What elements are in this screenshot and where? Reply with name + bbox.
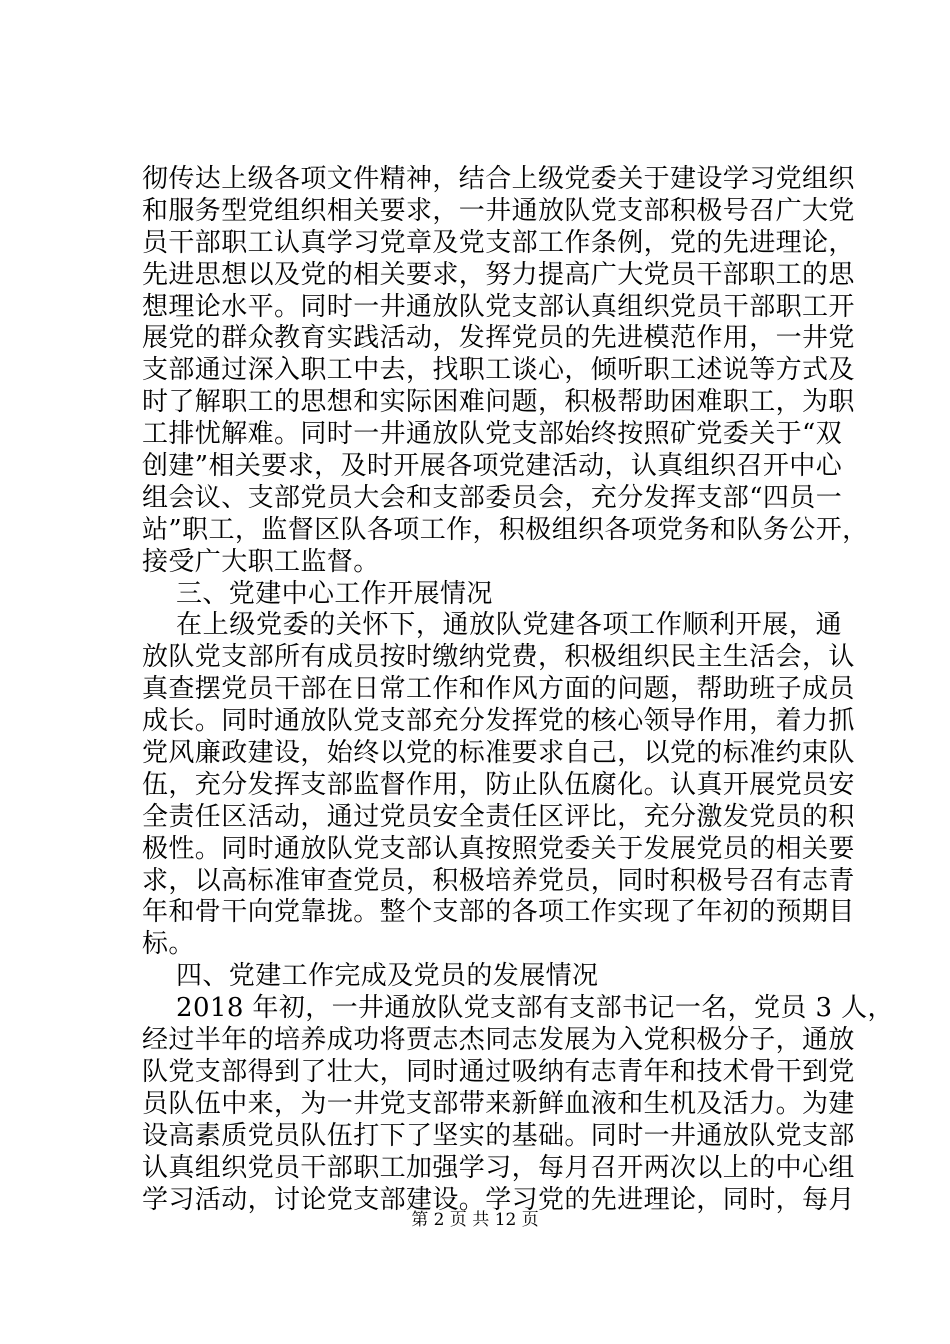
text-line: 站”职工，监督区队各项工作，积极组织各项党务和队务公开， bbox=[142, 514, 869, 545]
text-line: 党风廉政建设，始终以党的标准要求自己，以党的标准约束队 bbox=[142, 738, 855, 769]
section-heading: 四、党建工作完成及党员的发展情况 bbox=[176, 961, 599, 992]
text-line: 极性。同时通放队党支部认真按照党委关于发展党员的相关要 bbox=[142, 833, 855, 864]
text-line: 年和骨干向党靠拢。整个支部的各项工作实现了年初的预期目 bbox=[142, 897, 855, 928]
page-number: 第 2 页 共 12 页 bbox=[411, 1210, 539, 1230]
text-line: 接受广大职工监督。 bbox=[142, 546, 380, 577]
text-line: 全责任区活动，通过党员安全责任区评比，充分激发党员的积 bbox=[142, 801, 855, 832]
text-line: 设高素质党员队伍打下了坚实的基础。同时一井通放队党支部 bbox=[142, 1120, 855, 1151]
text-line: 想理论水平。同时一井通放队党支部认真组织党员干部职工开 bbox=[142, 291, 855, 322]
text-line: 学习活动，讨论党支部建设。学习党的先进理论，同时，每月 bbox=[142, 1184, 855, 1215]
text-line: 在上级党委的关怀下，通放队党建各项工作顺利开展，通 bbox=[176, 610, 842, 641]
text-line: 标。 bbox=[142, 929, 195, 960]
page-footer bbox=[0, 1210, 950, 1230]
text-line: 放队党支部所有成员按时缴纳党费，积极组织民主生活会，认 bbox=[142, 642, 855, 673]
text-line: 先进思想以及党的相关要求，努力提高广大党员干部职工的思 bbox=[142, 259, 855, 290]
text-line: 展党的群众教育实践活动，发挥党员的先进模范作用，一井党 bbox=[142, 323, 855, 354]
text-line: 员队伍中来，为一井党支部带来新鲜血液和生机及活力。为建 bbox=[142, 1088, 855, 1119]
text-line: 成长。同时通放队党支部充分发挥党的核心领导作用，着力抓 bbox=[142, 706, 855, 737]
text-line: 员干部职工认真学习党章及党支部工作条例，党的先进理论， bbox=[142, 227, 855, 258]
text-line: 2018 年初，一井通放队党支部有支部书记一名，党员 3 人， bbox=[176, 993, 894, 1024]
text-line: 求，以高标准审查党员，积极培养党员，同时积极号召有志青 bbox=[142, 865, 855, 896]
text-line: 支部通过深入职工中去，找职工谈心，倾听职工述说等方式及 bbox=[142, 355, 855, 386]
text-line: 组会议、支部党员大会和支部委员会，充分发挥支部“四员一 bbox=[142, 482, 843, 513]
text-line: 工排忧解难。同时一井通放队党支部始终按照矿党委关于“双 bbox=[142, 419, 843, 450]
text-line: 伍，充分发挥支部监督作用，防止队伍腐化。认真开展党员安 bbox=[142, 769, 855, 800]
text-line: 队党支部得到了壮大，同时通过吸纳有志青年和技术骨干到党 bbox=[142, 1056, 855, 1087]
section-heading: 三、党建中心工作开展情况 bbox=[176, 578, 493, 609]
text-line: 彻传达上级各项文件精神，结合上级党委关于建设学习党组织 bbox=[142, 164, 855, 194]
text-line: 创建”相关要求，及时开展各项党建活动，认真组织召开中心 bbox=[142, 451, 843, 482]
text-line: 经过半年的培养成功将贾志杰同志发展为入党积极分子，通放 bbox=[142, 1025, 855, 1056]
text-line: 真查摆党员干部在日常工作和作风方面的问题，帮助班子成员 bbox=[142, 674, 855, 705]
document-body bbox=[142, 164, 894, 1216]
text-line: 和服务型党组织相关要求，一井通放队党支部积极号召广大党 bbox=[142, 195, 855, 226]
text-line: 时了解职工的思想和实际困难问题，积极帮助困难职工，为职 bbox=[142, 387, 855, 418]
text-line: 认真组织党员干部职工加强学习，每月召开两次以上的中心组 bbox=[142, 1152, 855, 1183]
